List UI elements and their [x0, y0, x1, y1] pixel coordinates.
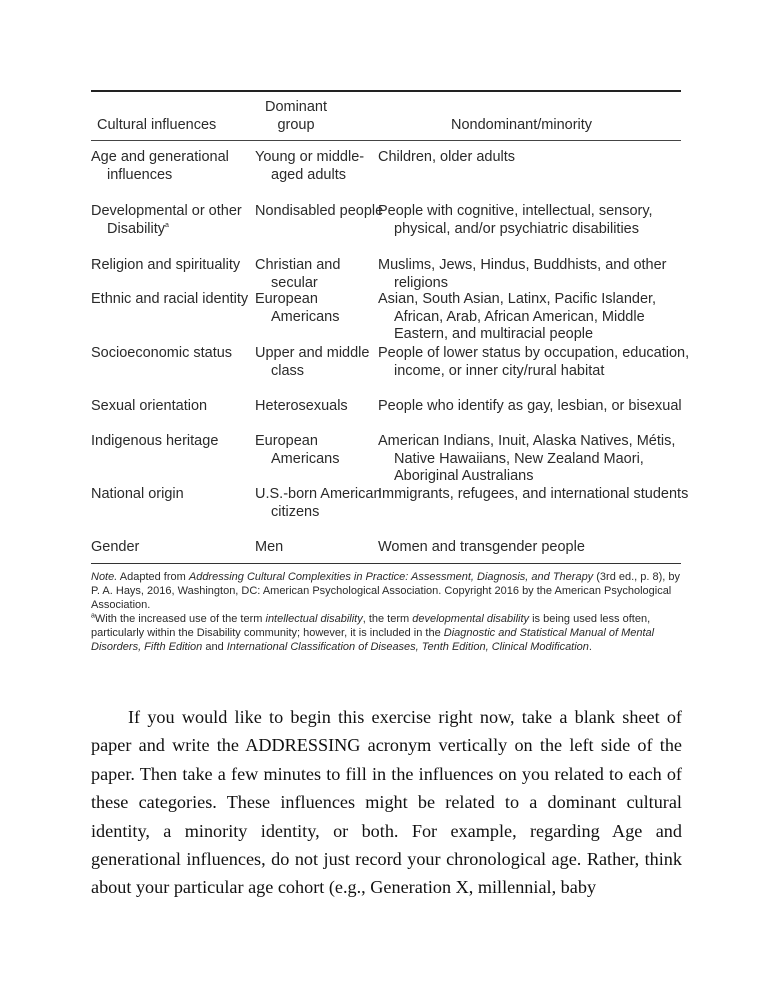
influence-cell	[91, 203, 257, 238]
influence-cell: Sexual orientation	[91, 398, 208, 414]
footnote-text: With the increased use of the term	[94, 613, 263, 625]
footnote-title: Diagnostic and Statistical Manual of Mental Disorders, Fifth Edition	[91, 627, 655, 653]
minority-cell: American Indians, Inuit, Alaska Natives, Métis, Native Hawaiians, New Zealand Maori, Aboriginal Australians	[378, 433, 676, 484]
minority-cell: Immigrants, refugees, and international students	[378, 486, 689, 502]
header-dominant-group: Dominant group	[264, 99, 328, 133]
body-paragraph: If you would like to begin this exercise right now, take a blank sheet of paper and write the ADDRESSING acronym vertically on the left side of the paper. Then take a few minutes to fill in the influences on you related to each of these categories. These influences might be related to a dominant cultural identity, a minority identity, or both. For example, regarding Age and generational influences, do not just record your chronological age. Rather, think about your particular age cohort (e.g., Generation X, millennial, baby	[91, 707, 682, 898]
dominant-cell: Nondisabled people	[255, 203, 384, 219]
influence-cell: Gender	[91, 539, 140, 555]
table-footnote	[91, 612, 683, 654]
footnote-text: and	[205, 641, 224, 653]
table-header-rule	[91, 140, 681, 141]
footnote-title: International Classification of Diseases, Tenth Edition, Clinical Modification	[226, 641, 589, 653]
minority-cell: People who identify as gay, lesbian, or bisexual	[378, 398, 682, 414]
influence-cell: Religion and spirituality	[91, 257, 241, 273]
influence-cell: Socioeconomic status	[91, 345, 233, 361]
footnote-text: , the term	[362, 613, 410, 625]
minority-cell: Asian, South Asian, Latinx, Pacific Islander, African, Arab, African American, Middle Eastern, and multiracial people	[378, 291, 657, 342]
dominant-cell: Young or middle-aged adults	[255, 149, 365, 183]
dominant-cell: Upper and middle class	[255, 345, 370, 379]
table-notes	[91, 570, 683, 654]
note-text: (3rd ed., p. 8), by P. A. Hays, 2016, Washington, DC: American Psychological Association. Copyright 2016 by the American Psychological Association.	[91, 571, 681, 611]
footnote-text: .	[588, 641, 592, 653]
footnote-term: intellectual disability	[265, 613, 363, 625]
minority-cell: People of lower status by occupation, education, income, or inner city/rural habitat	[378, 345, 690, 379]
table-bottom-rule	[91, 563, 681, 564]
footnote-term: developmental disability	[412, 613, 530, 625]
dominant-cell: U.S.-born American citizens	[255, 486, 382, 520]
influence-cell: National origin	[91, 486, 184, 502]
influence-cell: Indigenous heritage	[91, 433, 219, 449]
dominant-cell: Heterosexuals	[255, 398, 348, 414]
minority-cell: People with cognitive, intellectual, sensory, physical, and/or psychiatric disabilities	[378, 203, 653, 237]
footnote-text: is being used less often, particularly within the Disability community; however, it is included in the	[91, 613, 651, 639]
footnote-marker: a	[91, 612, 95, 620]
source-title: Addressing Cultural Complexities in Practice: Assessment, Diagnosis, and Therapy	[188, 571, 594, 583]
minority-cell: Children, older adults	[378, 149, 516, 165]
dominant-cell: European Americans	[255, 291, 340, 325]
dominant-cell: Christian and secular	[255, 257, 341, 291]
table-note	[91, 570, 683, 612]
note-text: Adapted from	[119, 571, 186, 583]
minority-cell: Muslims, Jews, Hindus, Buddhists, and other religions	[378, 257, 667, 291]
dominant-cell: Men	[255, 539, 284, 555]
influence-cell: Age and generational influences	[91, 149, 229, 183]
dominant-cell: European Americans	[255, 433, 340, 467]
influence-text: Developmental or other Disability	[91, 203, 242, 237]
influence-cell: Ethnic and racial identity	[91, 291, 249, 307]
note-label: Note.	[91, 571, 118, 583]
footnote-marker: a	[165, 221, 169, 229]
header-nondominant-minority: Nondominant/minority	[451, 117, 593, 133]
header-cultural-influences: Cultural influences	[97, 117, 217, 133]
table-top-rule	[91, 90, 681, 92]
minority-cell: Women and transgender people	[378, 539, 585, 555]
